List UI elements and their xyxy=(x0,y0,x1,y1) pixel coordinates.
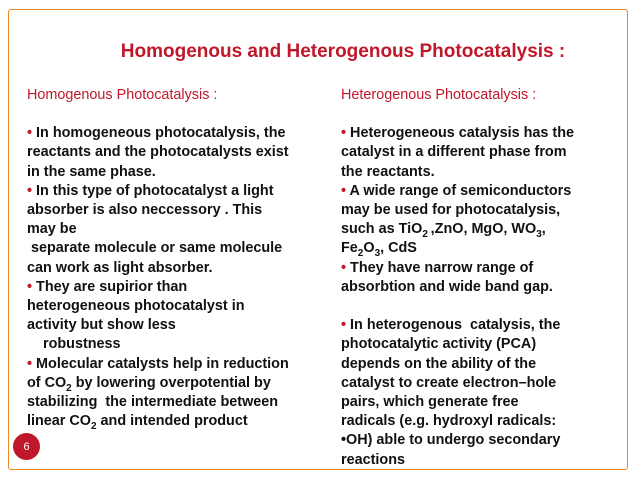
left-bullet-4-line-4: linear $CO_2$ and intended product xyxy=(27,413,248,433)
left-bullet-2-line-3: may be xyxy=(27,221,77,238)
homogenous-heading: Homogenous Photocatalysis : xyxy=(27,87,218,103)
right-bullet-4-line-8: reactions xyxy=(341,451,405,468)
left-bullet-1-line-1: • In homogeneous photocatalysis, the xyxy=(27,125,286,142)
right-bullet-3-line-2: absorbtion and wide band gap. xyxy=(341,278,553,295)
left-bullet-2-line-4: separate molecule or same molecule xyxy=(27,240,283,257)
left-bullet-4-line-3: stabilizing the intermediate between xyxy=(27,394,279,411)
left-bullet-3-line-3: activity but show less xyxy=(27,317,176,334)
right-bullet-1-line-1: • Heterogeneous catalysis has the xyxy=(341,125,574,142)
left-bullet-1-line-3: in the same phase. xyxy=(27,163,156,180)
right-bullet-2-line-4: $Fe_2O_3$, CdS xyxy=(341,240,417,260)
right-bullet-2-line-2: may be used for photocatalysis, xyxy=(341,202,561,219)
left-bullet-2-line-1: • In this type of photocatalyst a light xyxy=(27,182,274,199)
right-bullet-2-line-3: such as TiO$_2$ ,ZnO, MgO, $WO_3$, xyxy=(341,221,546,241)
left-bullet-3-line-2: heterogeneous photocatalyst in xyxy=(27,298,245,315)
slide-title: Homogenous and Heterogenous Photocatalysis : xyxy=(120,41,566,62)
right-bullet-4-line-6: radicals (e.g. hydroxyl radicals: xyxy=(341,413,557,430)
right-bullet-1-line-2: catalyst in a different phase from xyxy=(341,144,567,161)
left-bullet-3-line-1: • They are supirior than xyxy=(27,278,188,295)
right-bullet-4-line-7: •OH) able to undergo secondary xyxy=(341,432,561,449)
left-bullet-2-line-2: absorber is also neccessory . This xyxy=(27,202,263,219)
right-bullet-4-line-5: pairs, which generate free xyxy=(341,394,519,411)
page-number-badge: 6 xyxy=(13,433,40,460)
right-bullet-4-line-1: • In heterogenous catalysis, the xyxy=(341,317,561,334)
homogenous-column xyxy=(27,86,327,431)
right-bullet-2-line-1: • A wide range of semiconductors xyxy=(341,182,572,199)
right-bullet-4-line-3: depends on the ability of the xyxy=(341,355,537,372)
heterogenous-heading: Heterogenous Photocatalysis : xyxy=(341,87,537,103)
left-bullet-1-line-2: reactants and the photocatalysts exist xyxy=(27,144,289,161)
left-bullet-2-line-5: can work as light absorber. xyxy=(27,259,213,276)
right-bullet-3-line-1: • They have narrow range of xyxy=(341,259,534,276)
right-bullet-4-line-2: photocatalytic activity (PCA) xyxy=(341,336,537,353)
heterogenous-column xyxy=(341,86,629,470)
left-bullet-3-line-4: robustness xyxy=(27,336,121,353)
left-bullet-4-line-2: of $CO_2$ by lowering overpotential by xyxy=(27,374,271,394)
left-bullet-4-line-1: • Molecular catalysts help in reduction xyxy=(27,355,289,372)
right-bullet-1-line-3: the reactants. xyxy=(341,163,435,180)
right-bullet-4-line-4: catalyst to create electron–hole xyxy=(341,374,557,391)
paragraph-gap xyxy=(341,297,629,316)
